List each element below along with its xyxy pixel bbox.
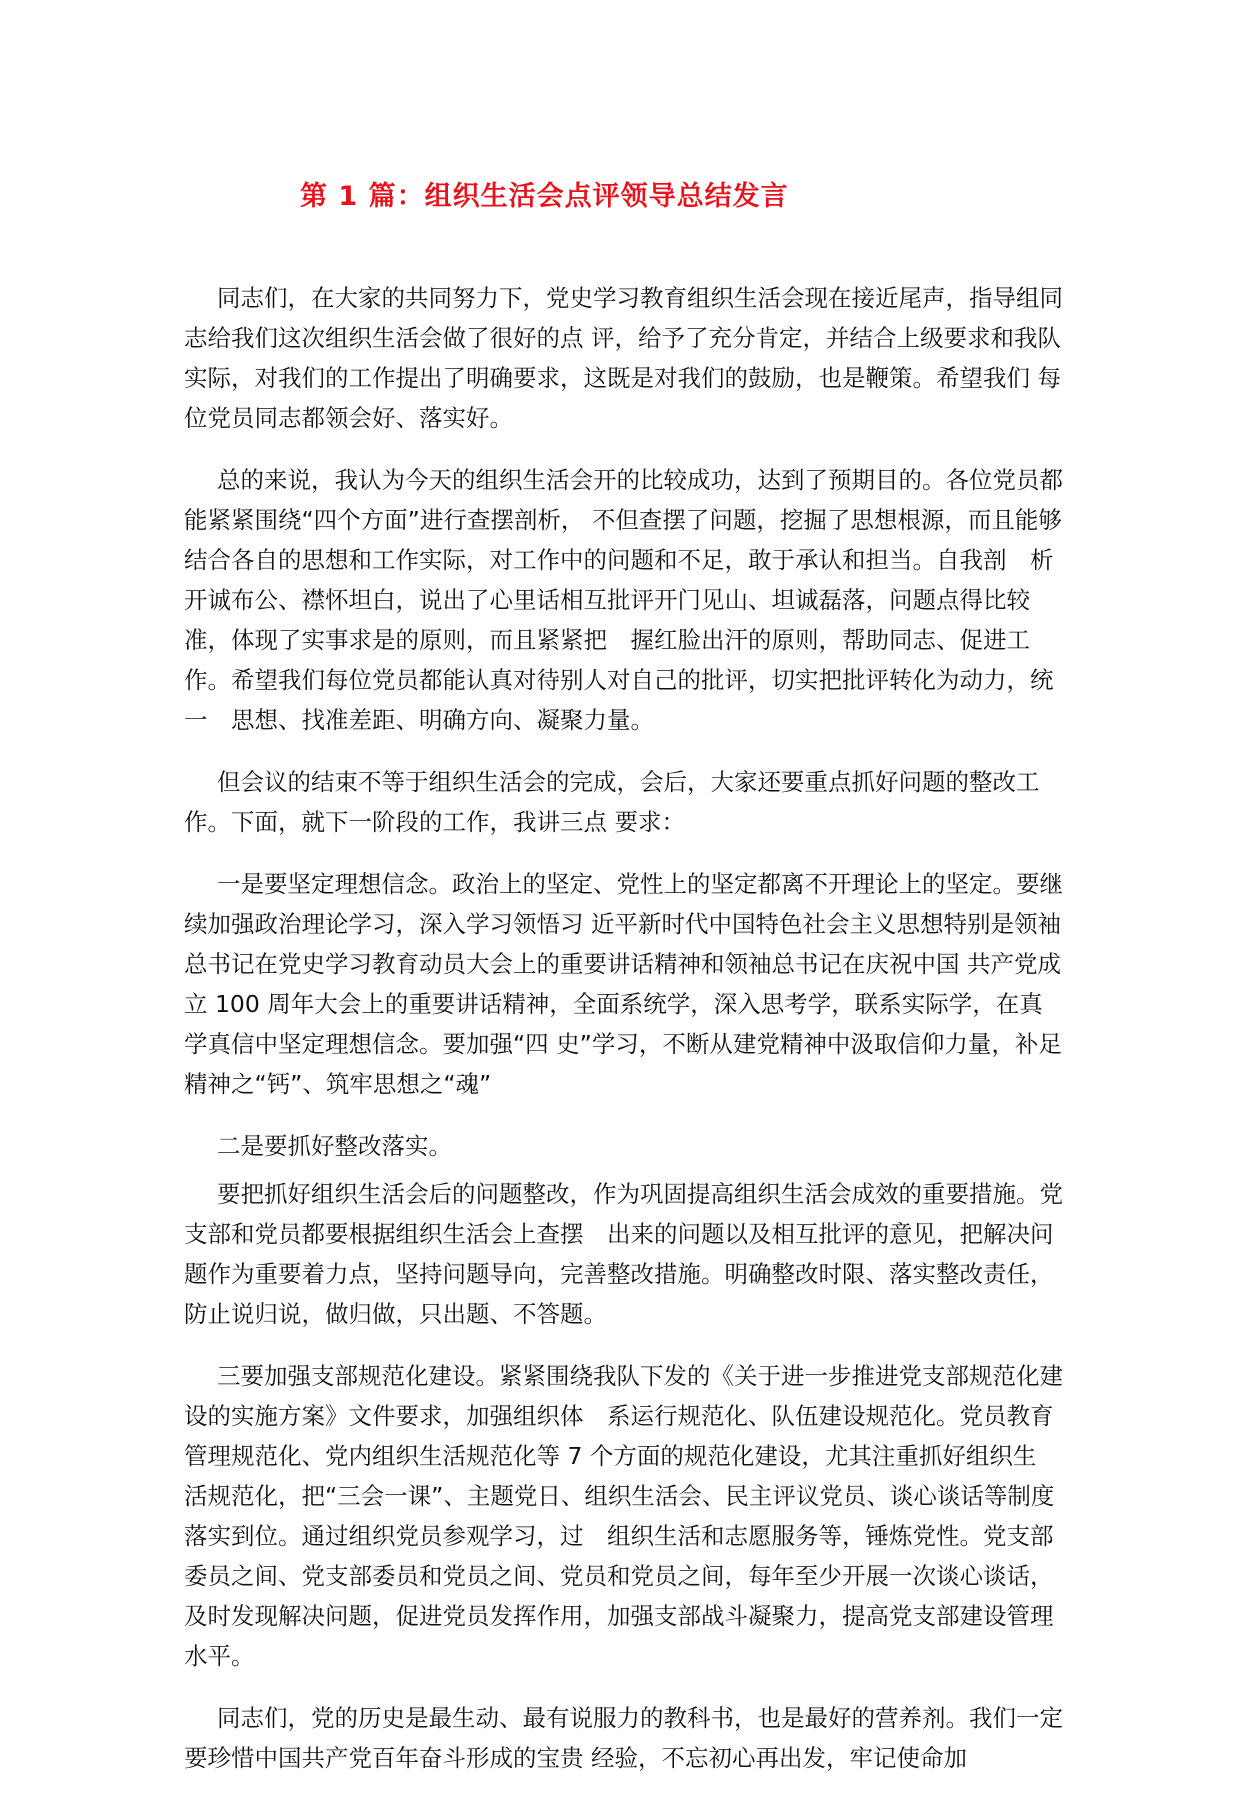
document-body [184,278,1064,1800]
paragraph-summary: 总的来说，我认为今天的组织生活会开的比较成功，达到了预期目的。各位党员都能紧紧围绕“四个方面”进行查摆剖析， 不但查摆了问题，挖掘了思想根源，而且能够结合各自的思想和工作实际，对工作中的问题和不足，敢于承认和担当。自我剖 析开诚布公、襟怀坦白，说出了心里话相互批评开门见山、坦诚磊落，问题点得比较准，体现了实事求是的原则，而且紧紧把 握红脸出汗的原则，帮助同志、促进工作。希望我们每位党员都能认真对待别人对自己的批评，切实把批评转化为动力，统一 思想、找准差距、明确方向、凝聚力量。 [184,466,1063,734]
paragraph-point-two-heading: 二是要抓好整改落实。 [217,1132,452,1160]
paragraph-point-three: 三要加强支部规范化建设。紧紧围绕我队下发的《关于进一步推进党支部规范化建设的实施方案》文件要求，加强组织体 系运行规范化、队伍建设规范化。党员教育管理规范化、党内组织生活规范化等 7 个方面的规范化建设，尤其注重抓好组织生 活规范化，把“三会一课”、主题党日、组织生活会、民主评议党员、谈心谈话等制度落实到位。通过组织党员参观学习，过 组织生活和志愿服务等，锤炼党性。党支部委员之间、党支部委员和党员之间、党员和党员之间，每年至少开展一次谈心谈话， 及时发现解决问题，促进党员发挥作用，加强支部战斗凝聚力，提高党支部建设管理水平。 [184,1362,1063,1670]
paragraph-closing: 同志们，党的历史是最生动、最有说服力的教科书，也是最好的营养剂。我们一定要珍惜中国共产党百年奋斗形成的宝贵 经验，不忘初心再出发，牢记使命加 [184,1704,1063,1772]
document-title: 第 1 篇：组织生活会点评领导总结发言 [300,181,789,212]
paragraph-point-one: 一是要坚定理想信念。政治上的坚定、党性上的坚定都离不开理论上的坚定。要继续加强政治理论学习，深入学习领悟习 近平新时代中国特色社会主义思想特别是领袖总书记在党史学习教育动员大会上的重要讲话精神和领袖总书记在庆祝中国 共产党成立 100 周年大会上的重要讲话精神，全面系统学，深入思考学，联系实际学，在真学真信中坚定理想信念。要加强“四 史”学习，不断从建党精神中汲取信仰力量，补足精神之“钙”、筑牢思想之“魂” [184,870,1063,1098]
paragraph-point-two: 要把抓好组织生活会后的问题整改，作为巩固提高组织生活会成效的重要措施。党支部和党员都要根据组织生活会上查摆 出来的问题以及相互批评的意见，把解决问题作为重要着力点，坚持问题导向，完善整改措施。明确整改时限、落实整改责任， 防止说归说，做归做，只出题、不答题。 [184,1180,1063,1328]
paragraph-requirements-intro: 但会议的结束不等于组织生活会的完成，会后，大家还要重点抓好问题的整改工作。下面，就下一阶段的工作，我讲三点 要求： [184,768,1040,836]
paragraph-opening: 同志们，在大家的共同努力下，党史学习教育组织生活会现在接近尾声，指导组同志给我们这次组织生活会做了很好的点 评，给予了充分肯定，并结合上级要求和我队实际，对我们的工作提出了明确要求，这既是对我们的鼓励，也是鞭策。希望我们 每位党员同志都领会好、落实好。 [184,284,1063,432]
